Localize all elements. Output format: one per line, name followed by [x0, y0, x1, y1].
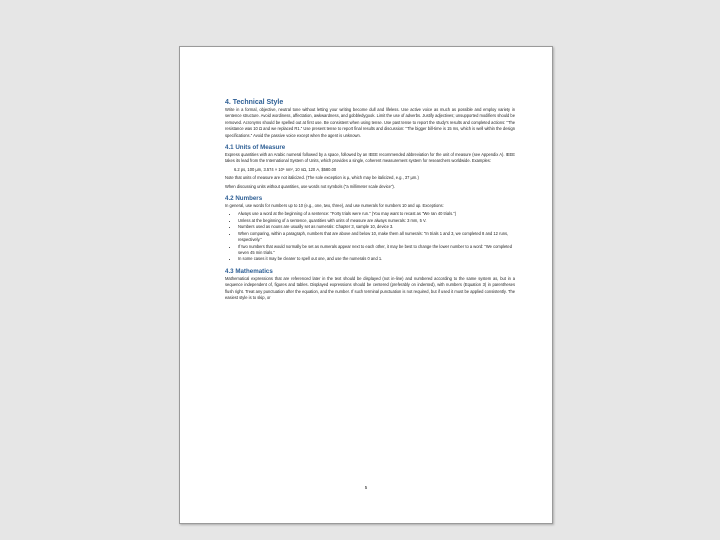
section-title-units-of-measure: 4.1 Units of Measure — [225, 144, 286, 152]
technical-style-paragraph: Write in a formal, objective, neutral tone without letting your writing become dull and lifeless. Use active voice as much as possible and employ variety in sentence structure. Avoid wordiness, affectation, awkwardness, and gobbledygook. Limit the use of adverbs. Justify adjectives; unsupported modifiers should be removed. Acronyms should be spelled out at first use. Be consistent when using tense. Use past tense to report the study's results and completed actions: "The resistance was 10 Ω and we replaced R1." Use present tense to report final results and discussion: "The bigger bill-time is 15 ms, which is well within the design specifications." Avoid the passive voice except when the agent is unknown. — [225, 107, 515, 138]
page-number: 5 — [364, 485, 368, 490]
list-item: • In some cases it may be clearer to spell out one, and use the numerals 0 and 1. — [238, 256, 515, 262]
list-item: • Always use a word at the beginning of a sentence: "Forty trials were run." (You may want to recast as "We ran 40 trials.") — [238, 211, 515, 217]
list-item: • Unless at the beginning of a sentence, quantities with units of measure are always numerals: 3 mm, 5 V. — [238, 218, 515, 224]
list-item: • When comparing, within a paragraph, numbers that are above and below 10, make them all numerals: "In trials 1 and 3, we completed 8 and 12 runs, respectively." — [238, 231, 515, 244]
section-title-numbers: 4.2 Numbers — [225, 195, 263, 203]
numbers-intro: In general, use words for numbers up to 10 (e.g., one, two, three), and use numerals for numbers 10 and up. Exceptions: — [225, 203, 444, 209]
units-paragraph: Express quantities with an Arabic numeral followed by a space, followed by an IEEE recommended abbreviation for the unit of measure (see Appendix A). IEEE takes its lead from the International System of Units, which provides a single, coherent measurement system for researchers worldwide. Examples: — [225, 152, 515, 164]
units-note-words: When discussing units without quantities, use words not symbols ("a millimeter scale device"). — [225, 183, 395, 189]
list-item: • Numbers used as nouns are usually set as numerals: Chapter 3, sample 10, device 3. — [238, 224, 515, 230]
section-title-mathematics: 4.3 Mathematics — [225, 267, 273, 275]
list-item: • If two numbers that would normally be set as numerals appear next to each other, it may be best to change the lower number to a word: "We completed seven 45 min trials." — [238, 244, 515, 257]
mathematics-paragraph: Mathematical expressions that are referenced later in the text should be displayed (not in-line) and numbered according to the same system as, but in a sequence independent of, figures and tables. Displayed expressions should be centered (preferably on indented), with numbers (Equation 3) in parentheses flush right. Treat any punctuation after the equation, and the number. If such terminal punctuation is not required, but if used it must be applied consistently. The easiest style is to skip, or — [225, 275, 515, 300]
page-content — [225, 98, 515, 301]
units-examples: 6.2 ps, 100 µm, 3.574 × 10⁵ nm², 10 nΩ, 120 A, $580.00 — [234, 166, 337, 172]
numbers-exceptions-list — [225, 211, 515, 262]
section-title-technical-style: 4. Technical Style — [225, 99, 284, 106]
units-note: Note that units of measure are not italicized. (The sole exception is µ, which may be italicized, e.g., 37 µm.) — [225, 175, 419, 181]
document-page — [179, 46, 553, 524]
